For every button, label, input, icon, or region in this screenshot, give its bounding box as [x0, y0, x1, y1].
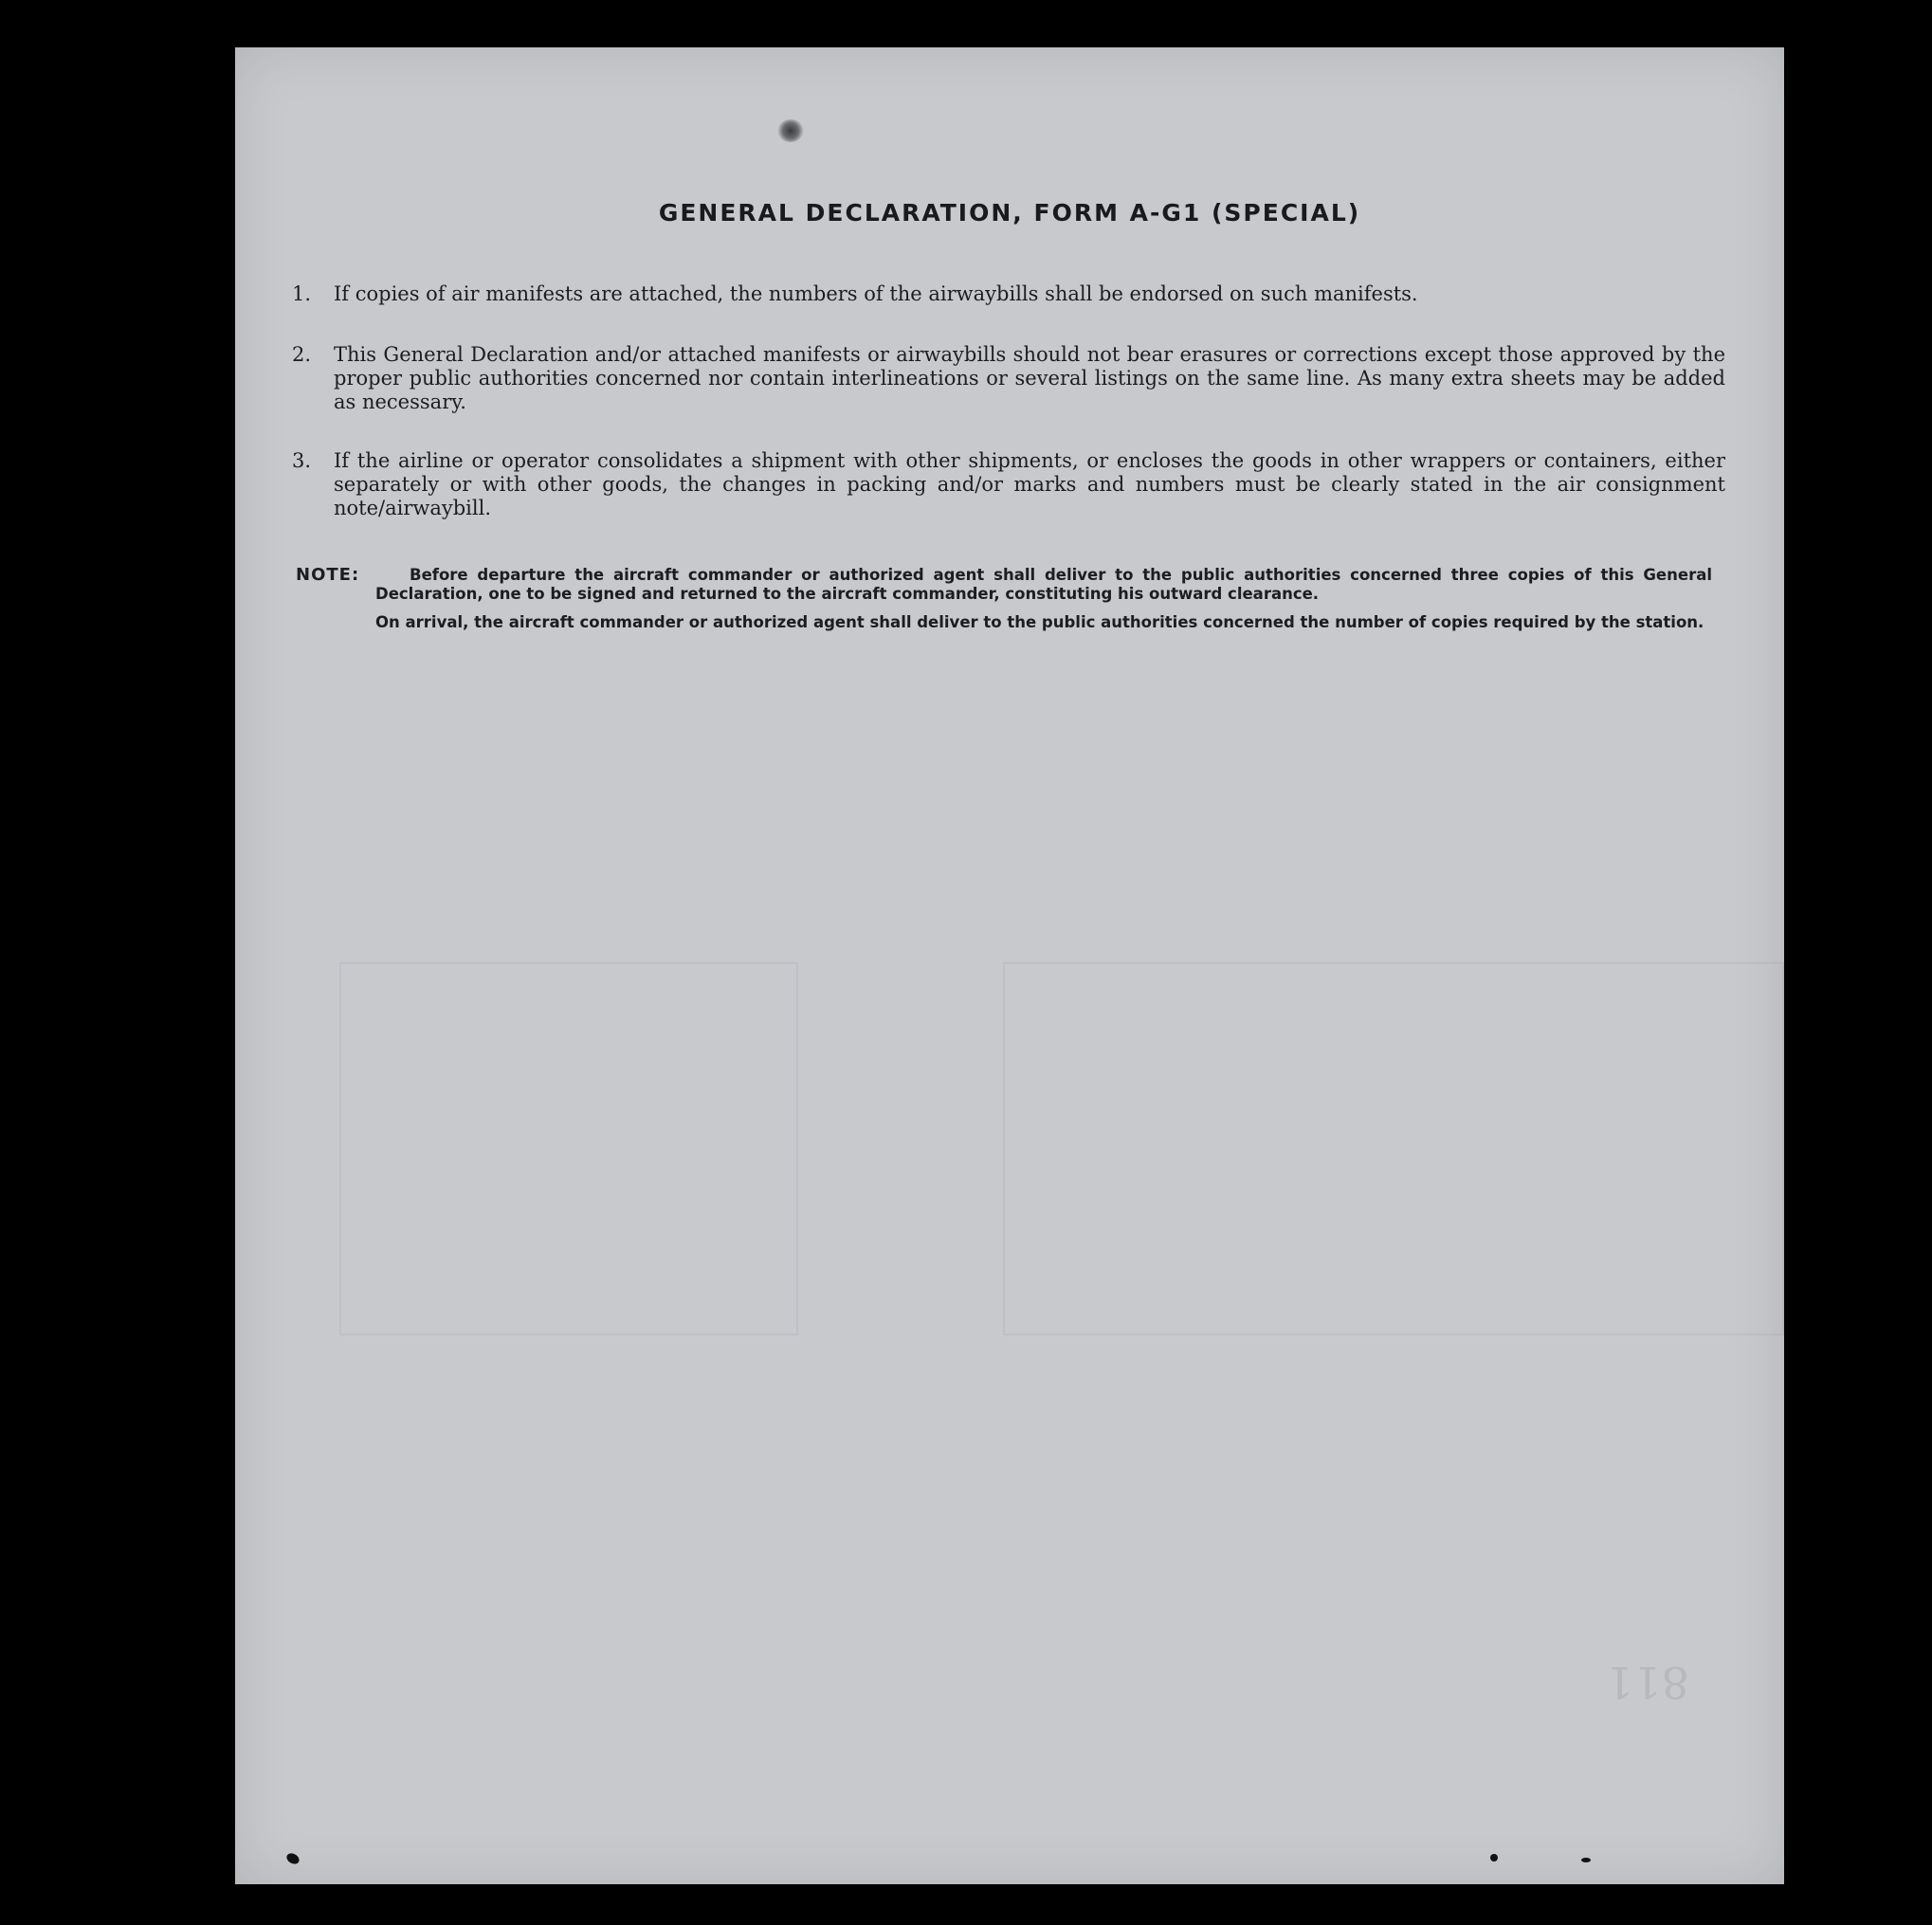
item-text: If copies of air manifests are attached, the numbers of the airwaybills shall be endorsed on such manifests.: [334, 282, 1418, 305]
note-paragraph-departure: Before departure the aircraft commander or authorized agent shall deliver to the public authorities concerned three copies of this General Declaration, one to be signed and returned to the aircraft commander, constituting his outward clearance.: [375, 566, 1712, 603]
show-through-box: [1003, 962, 1784, 1335]
scan-mark: [1490, 1854, 1498, 1861]
scan-mark: [284, 1851, 301, 1866]
note-section: [296, 566, 1712, 651]
item-text: If the airline or operator consolidates a shipment with other shipments, or encloses the goods in other wrappers or containers, either separately or with other goods, the changes in packing and/or marks and numbers must be clearly stated in the air consignment note/airwaybill.: [334, 449, 1725, 519]
ink-smudge: [777, 119, 804, 142]
instruction-item-1: [292, 282, 1725, 306]
form-title: GENERAL DECLARATION, FORM A-G1 (SPECIAL): [658, 199, 1361, 227]
scan-mark: [1581, 1858, 1591, 1862]
instruction-item-3: [292, 449, 1725, 520]
document-page: [235, 47, 1784, 1884]
item-text: This General Declaration and/or attached manifests or airwaybills should not bear erasures or corrections except those approved by the proper public authorities concerned nor contain interlineations or several listings on the same line. As many extra sheets may be added as necessary.: [334, 343, 1725, 413]
item-number: 1.: [292, 282, 312, 305]
item-number: 3.: [292, 449, 312, 472]
instruction-item-2: [292, 343, 1725, 414]
item-number: 2.: [292, 343, 312, 366]
show-through-number: 811: [1606, 1657, 1689, 1708]
note-paragraph-arrival: On arrival, the aircraft commander or authorized agent shall deliver to the public authorities concerned the number of copies required by the station.: [375, 613, 1704, 631]
show-through-box: [339, 962, 798, 1335]
note-label: NOTE:: [296, 565, 360, 585]
